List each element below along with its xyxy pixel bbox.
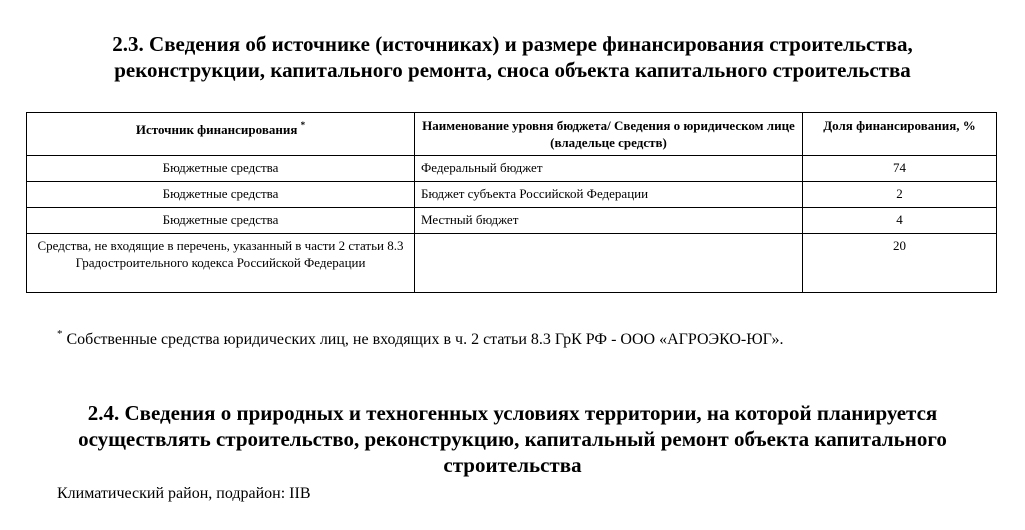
header-source-footnote-mark: *: [300, 120, 306, 130]
section-2-4-title-line1: 2.4. Сведения о природных и техногенных условиях территории, на которой планируется: [87, 401, 938, 425]
row-source: Бюджетные средства: [27, 156, 415, 182]
row-source: Средства, не входящие в перечень, указанный в части 2 статьи 8.3 Градостроительного кодекса Российской Федерации: [27, 234, 415, 293]
table-row: [27, 156, 997, 182]
table-header-row: [27, 113, 997, 156]
section-2-3-title-line1: 2.3. Сведения об источнике (источниках) и размере финансирования строительства,: [112, 32, 913, 56]
footnote-mark: *: [57, 328, 63, 340]
row-budget: [415, 234, 803, 293]
header-share: Доля финансирования, %: [803, 113, 997, 156]
row-budget: Федеральный бюджет: [415, 156, 803, 182]
table-row: [27, 208, 997, 234]
financing-table: [26, 112, 997, 293]
row-share: 74: [803, 156, 997, 182]
section-2-4-title-line2: осуществлять строительство, реконструкцию, капитальный ремонт объекта капитального: [78, 427, 947, 451]
footnote: [57, 324, 784, 350]
section-2-4-title: [0, 400, 1025, 478]
row-source: Бюджетные средства: [27, 208, 415, 234]
footnote-text: Собственные средства юридических лиц, не входящих в ч. 2 статьи 8.3 ГрК РФ - ООО «АГРОЭКО-ЮГ».: [62, 331, 784, 348]
table-row: [27, 234, 997, 293]
table-row: [27, 182, 997, 208]
header-budget: Наименование уровня бюджета/ Сведения о юридическом лице (владельце средств): [415, 113, 803, 156]
section-2-4-title-line3: строительства: [443, 453, 582, 477]
header-source: [27, 113, 415, 156]
row-budget: Бюджет субъекта Российской Федерации: [415, 182, 803, 208]
header-source-label: Источник финансирования: [135, 122, 298, 137]
row-share: 2: [803, 182, 997, 208]
row-source: Бюджетные средства: [27, 182, 415, 208]
row-budget: Местный бюджет: [415, 208, 803, 234]
section-2-3-title-line2: реконструкции, капитального ремонта, сноса объекта капитального строительства: [114, 58, 911, 82]
row-share: 4: [803, 208, 997, 234]
climate-zone: Климатический район, подрайон: IIВ: [57, 485, 311, 502]
section-2-3-title: [0, 31, 1025, 83]
row-share: 20: [803, 234, 997, 293]
